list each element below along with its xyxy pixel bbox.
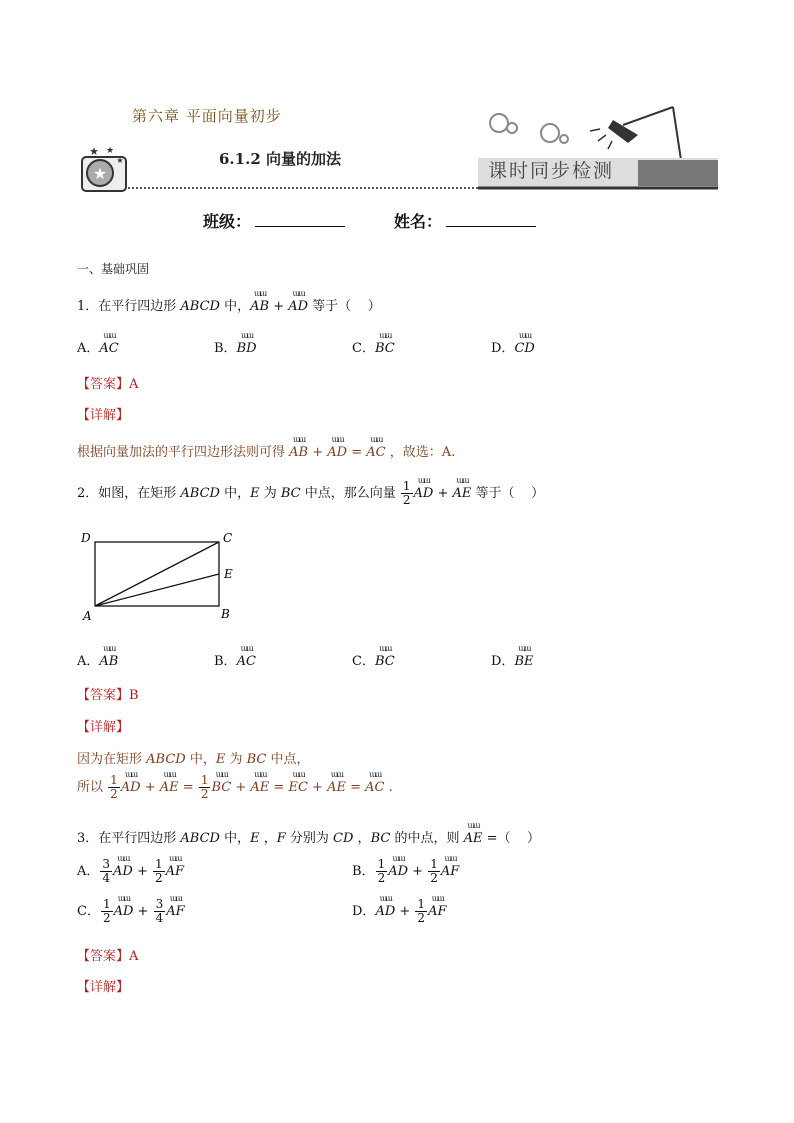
name-label: 姓名：: [394, 212, 443, 231]
q1-explanation: 根据向量加法的平行四边形法则可得 ɯɯ AB + ɯɯ AD = ɯɯ AC ，故选：A.: [77, 439, 455, 460]
class-blank: [255, 212, 345, 227]
q2-explanation-2: 所以 $\frac{1}{2}$ ɯɯ AD + ɯɯ AE = $\frac{1}{2}$ ɯɯ BC + ɯɯ AE = ɯɯ EC + ɯɯ AE = ɯɯ AC .: [77, 774, 393, 801]
label-d: D: [81, 531, 91, 545]
q3-option-a[interactable]: A． $\frac{3}{4}$ ɯɯ AD + $\frac{1}{2}$ ɯɯ AF: [77, 858, 184, 885]
q1-option-c[interactable]: C．ɯɯ BC: [352, 335, 395, 356]
q2-option-b[interactable]: B．ɯɯ AC: [214, 648, 256, 669]
q1-option-a[interactable]: A．ɯɯ AC: [77, 335, 119, 356]
q2-stem: 2．如图，在矩形 ABCD 中，E 为 BC 中点，那么向量 $\frac{1}{2}$ ɯɯ AD + ɯɯ AE 等于（ ）: [77, 480, 544, 507]
q3-stem: 3．在平行四边形 ABCD 中，E ，F 分别为 CD ，BC 的中点，则 ɯɯ AE =（ ）: [77, 825, 540, 846]
svg-text:★: ★: [105, 146, 115, 156]
label-a: A: [83, 609, 92, 623]
q1-option-b[interactable]: B．ɯɯ BD: [214, 335, 257, 356]
svg-text:★: ★: [92, 164, 108, 183]
svg-text:★: ★: [116, 156, 124, 165]
label-b: B: [221, 607, 230, 621]
label-c: C: [223, 531, 233, 545]
q3-option-c[interactable]: C． $\frac{1}{2}$ ɯɯ AD + $\frac{3}{4}$ ɯɯ AF: [77, 898, 185, 925]
section-title: 6.1.2 向量的加法: [219, 150, 341, 168]
label-e: E: [224, 567, 233, 581]
name-blank: [446, 212, 536, 227]
q2-detail-label: 【详解】: [77, 720, 130, 735]
chapter-title: 第六章 平面向量初步: [132, 107, 282, 125]
q1-detail-label: 【详解】: [77, 408, 130, 423]
q3-option-d[interactable]: D．ɯɯ AD + $\frac{1}{2}$ ɯɯ AF: [352, 898, 446, 925]
name-field: [394, 209, 536, 232]
rectangle-figure: [78, 528, 238, 623]
svg-text:★: ★: [89, 145, 99, 158]
q1-option-d[interactable]: D．ɯɯ CD: [491, 335, 535, 356]
class-label: 班级：: [203, 212, 252, 231]
q2-answer: 【答案】B: [77, 688, 139, 703]
class-field: [203, 209, 345, 232]
q1-answer: 【答案】A: [77, 377, 139, 392]
part-title: 一、基础巩固: [77, 262, 150, 276]
banner-title: 课时同步检测: [488, 160, 615, 182]
q2-option-d[interactable]: D．ɯɯ BE: [491, 648, 533, 669]
q3-answer: 【答案】A: [77, 949, 139, 964]
q1-stem: 1．在平行四边形 ABCD 中，ɯɯ AB + ɯɯ AD 等于（ ）: [77, 293, 381, 314]
q2-option-c[interactable]: C．ɯɯ BC: [352, 648, 395, 669]
q2-explanation-1: 因为在矩形 ABCD 中，E 为 BC 中点，: [77, 752, 310, 767]
q3-detail-label: 【详解】: [77, 980, 130, 995]
q2-option-a[interactable]: A．ɯɯ AB: [77, 648, 118, 669]
q3-option-b[interactable]: B． $\frac{1}{2}$ ɯɯ AD + $\frac{1}{2}$ ɯɯ AF: [352, 858, 459, 885]
